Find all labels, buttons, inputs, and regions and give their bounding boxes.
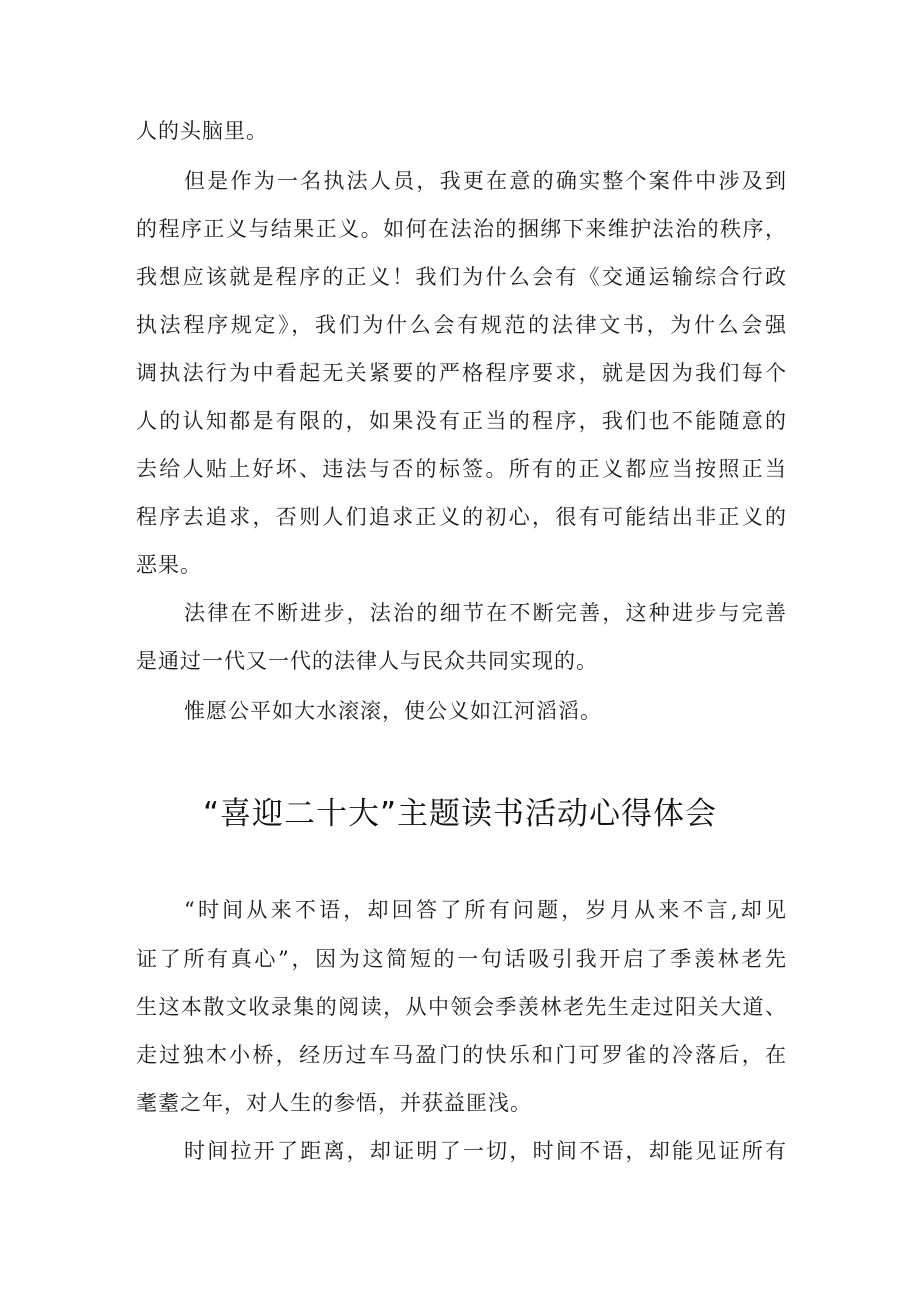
paragraph-line: 人的认知都是有限的，如果没有正当的程序，我们也不能随意的 [136, 409, 786, 433]
paragraph-line: 程序去追求，否则人们追求正义的初心，很有可能结出非正义的 [136, 505, 786, 529]
paragraph-line: 是通过一代又一代的法律人与民众共同实现的。 [136, 649, 598, 673]
paragraph-line: 惟愿公平如大水滚滚，使公义如江河滔滔。 [184, 699, 602, 723]
paragraph-line: 执法程序规定》，我们为什么会有规范的法律文书，为什么会强 [136, 313, 786, 337]
paragraph-line: 法律在不断进步，法治的细节在不断完善，这种进步与完善 [184, 601, 786, 625]
paragraph-line: 耄耋之年，对人生的参悟，并获益匪浅。 [136, 1091, 532, 1115]
paragraph-line: 时间拉开了距离，却证明了一切，时间不语，却能见证所有 [184, 1139, 786, 1163]
paragraph-line: 证了所有真心”，因为这简短的一句话吸引我开启了季羡林老先 [136, 947, 786, 971]
paragraph-line: 但是作为一名执法人员，我更在意的确实整个案件中涉及到 [184, 169, 786, 193]
paragraph-line: 去给人贴上好坏、违法与否的标签。所有的正义都应当按照正当 [136, 457, 786, 481]
paragraph-line: 的程序正义与结果正义。如何在法治的捆绑下来维护法治的秩序， [136, 217, 786, 241]
paragraph-line: 我想应该就是程序的正义！我们为什么会有《交通运输综合行政 [136, 265, 786, 289]
paragraph-line: “时间从来不语，却回答了所有问题，岁月从来不言,却见 [184, 898, 786, 922]
paragraph-line: 调执法行为中看起无关紧要的严格程序要求，就是因为我们每个 [136, 361, 786, 385]
paragraph-line: 人的头脑里。 [136, 119, 268, 143]
section-title: “喜迎二十大”主题读书活动心得体会 [202, 796, 718, 832]
paragraph-line: 恶果。 [136, 553, 202, 577]
paragraph-line: 生这本散文收录集的阅读，从中领会季羡林老先生走过阳关大道、 [136, 995, 786, 1019]
paragraph-line: 走过独木小桥，经历过车马盈门的快乐和门可罗雀的冷落后，在 [136, 1043, 786, 1067]
